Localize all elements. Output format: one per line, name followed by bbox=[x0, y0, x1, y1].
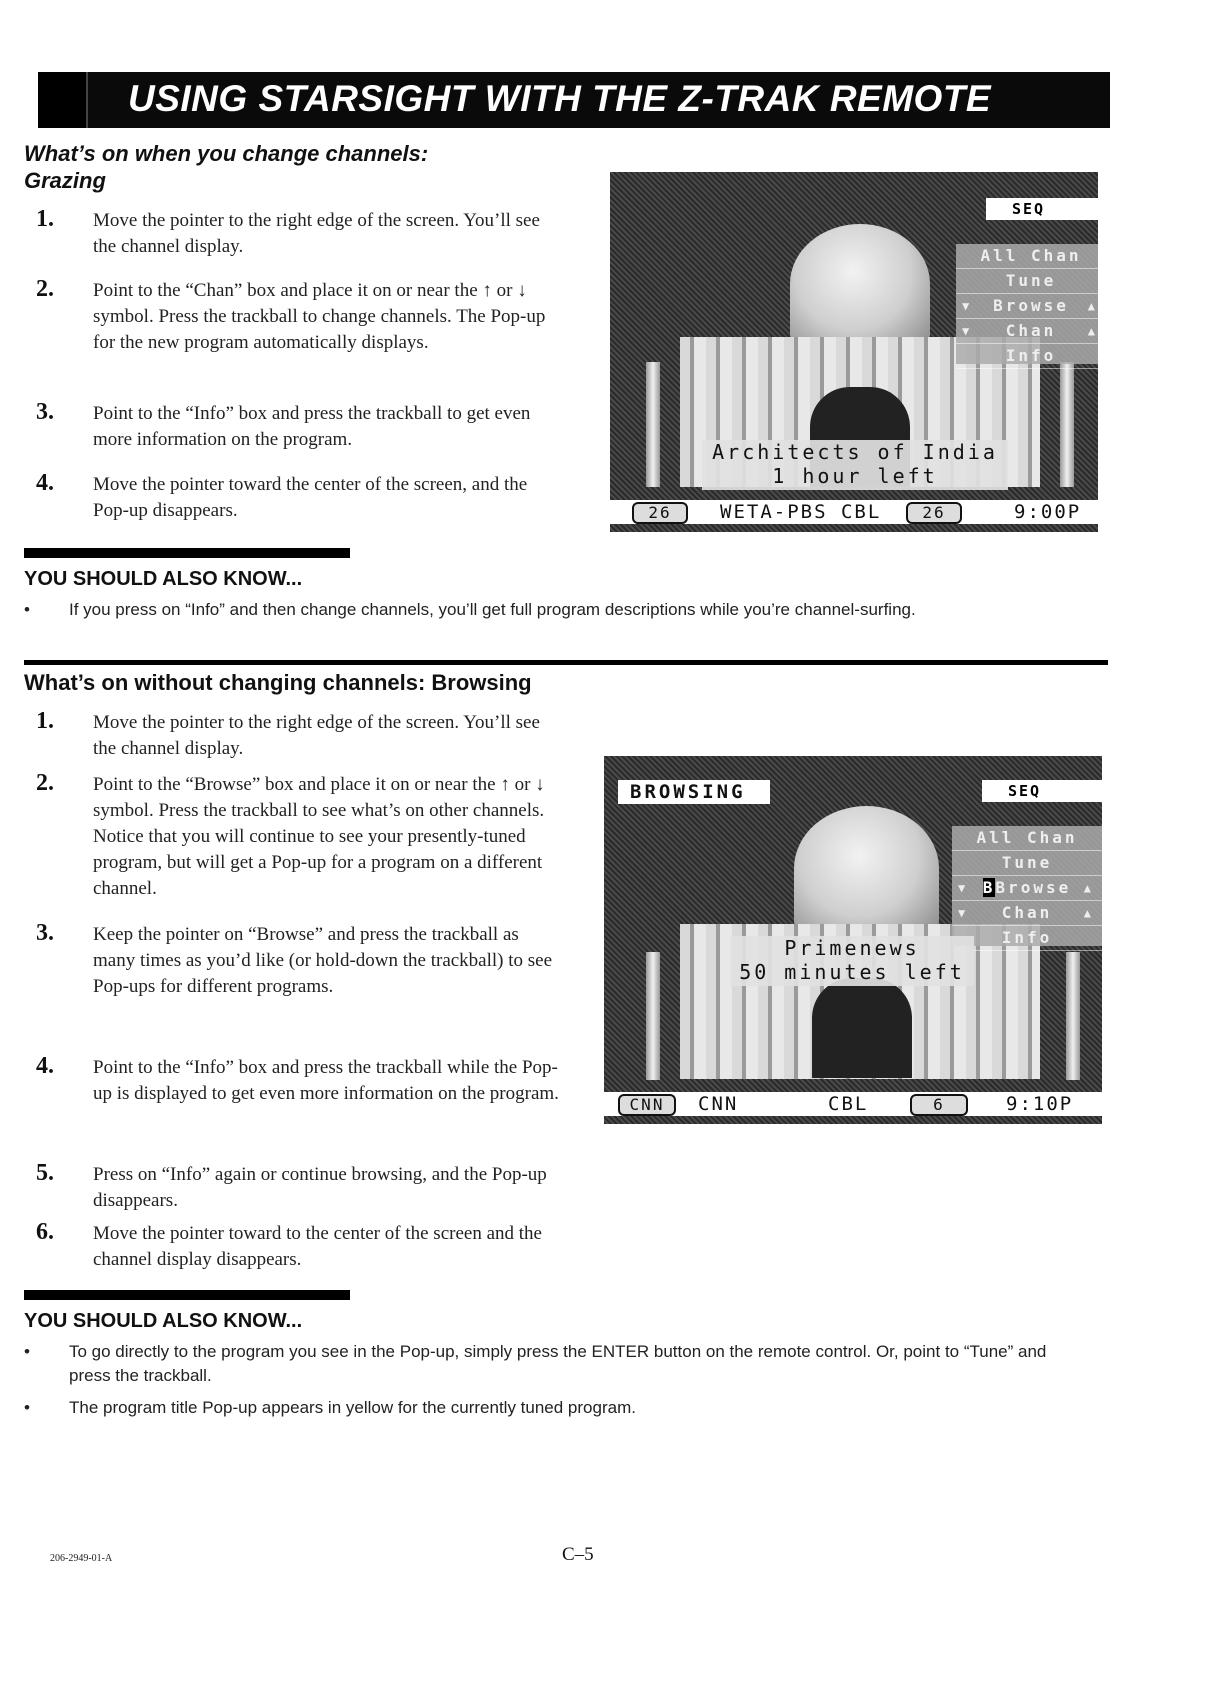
step-text: Keep the pointer on “Browse” and press the trackball as many times as you’d like (or hold-down the trackball) to see Pop-ups for different programs. bbox=[93, 924, 553, 997]
down-arrow-icon[interactable]: ▼ bbox=[958, 906, 969, 920]
taj-arch-image bbox=[812, 978, 912, 1078]
know-title: YOU SHOULD ALSO KNOW... bbox=[24, 1310, 303, 1332]
menu-item-all-chan[interactable]: All Chan bbox=[956, 244, 1098, 269]
step-text: Move the pointer to the right edge of the screen. You’ll see the channel display. bbox=[93, 712, 540, 759]
pointer-cursor: B bbox=[982, 878, 996, 897]
up-arrow-icon[interactable]: ▲ bbox=[1087, 324, 1098, 338]
bullet-icon: • bbox=[24, 1342, 30, 1361]
step-text: Point to the “Browse” box and place it on or near the ↑ or ↓ symbol. Press the trackball to see what’s on other channels. Notice that you will continue to see your presently-tuned program, but will get a Pop-up for a program on a different channel. bbox=[93, 774, 545, 899]
step-number: 3. bbox=[36, 399, 54, 425]
menu-item-browse[interactable]: ▼ Browse ▲ bbox=[956, 294, 1098, 319]
step-number: 1. bbox=[36, 206, 54, 232]
step-number: 3. bbox=[36, 920, 54, 946]
step-number: 4. bbox=[36, 470, 54, 496]
grazing-heading-line2: Grazing bbox=[24, 168, 106, 193]
step-number: 2. bbox=[36, 276, 54, 302]
seq-label: SEQ bbox=[986, 198, 1098, 220]
bullet-icon: • bbox=[24, 600, 30, 619]
know-divider-bar bbox=[24, 548, 350, 558]
minaret-left-image bbox=[646, 952, 660, 1080]
step-number: 5. bbox=[36, 1160, 54, 1186]
step-text: Point to the “Info” box and press the trackball to get even more information on the program. bbox=[93, 403, 531, 450]
grazing-heading-line1: What’s on when you change channels: bbox=[24, 141, 429, 166]
band-label: CBL bbox=[828, 1093, 869, 1115]
station-name: CNN bbox=[698, 1093, 739, 1115]
step-text: Point to the “Chan” box and place it on or near the ↑ or ↓ symbol. Press the trackball to change channels. The Pop-up for the new program automatically displays. bbox=[93, 280, 546, 353]
banner-tab-block bbox=[38, 72, 88, 128]
menu-item-tune[interactable]: Tune bbox=[952, 851, 1102, 876]
up-arrow-icon[interactable]: ▲ bbox=[1083, 881, 1094, 895]
page-title: USING STARSIGHT WITH THE Z-TRAK REMOTE bbox=[128, 78, 992, 119]
channel-menu-panel bbox=[956, 244, 1098, 364]
page-banner bbox=[38, 72, 1110, 128]
channel-callsign-chip: CNN bbox=[618, 1094, 676, 1116]
step-text: Press on “Info” again or continue browsing, and the Pop-up disappears. bbox=[93, 1164, 547, 1211]
channel-number-chip: 26 bbox=[632, 502, 688, 524]
menu-item-info[interactable]: Info bbox=[956, 344, 1098, 369]
browsing-steps bbox=[36, 710, 576, 1270]
channel-number-chip: 6 bbox=[910, 1094, 968, 1116]
minaret-right-image bbox=[1066, 952, 1080, 1080]
bullet-icon: • bbox=[24, 1398, 30, 1417]
channel-status-bar bbox=[610, 500, 1098, 524]
menu-item-chan[interactable]: ▼ Chan ▲ bbox=[956, 319, 1098, 344]
menu-item-info[interactable]: Info bbox=[952, 926, 1102, 951]
browsing-heading: What’s on without changing channels: Browsing bbox=[24, 670, 532, 695]
station-name: WETA-PBS CBL bbox=[720, 501, 882, 523]
know-bullet-1: • To go directly to the program you see in the Pop-up, simply press the ENTER button on the remote control. Or, point to “Tune” and press the trackball. bbox=[24, 1342, 1047, 1385]
taj-dome-image bbox=[790, 224, 930, 344]
step-number: 4. bbox=[36, 1053, 54, 1079]
minaret-left-image bbox=[646, 362, 660, 487]
channel-number-chip-right: 26 bbox=[906, 502, 962, 524]
page-number: C–5 bbox=[562, 1544, 594, 1565]
popup-time-left: 50 minutes left bbox=[739, 960, 965, 984]
know-divider-bar bbox=[24, 1290, 350, 1300]
program-popup bbox=[702, 440, 1008, 490]
menu-item-chan[interactable]: ▼ Chan ▲ bbox=[952, 901, 1102, 926]
popup-program-title: Architects of India bbox=[712, 440, 998, 464]
down-arrow-icon[interactable]: ▼ bbox=[958, 881, 969, 895]
taj-dome-image bbox=[794, 806, 939, 931]
step-text: Move the pointer toward to the center of the screen and the channel display disappears. bbox=[93, 1223, 542, 1270]
seq-label: SEQ bbox=[982, 780, 1102, 802]
program-popup bbox=[730, 936, 974, 986]
step-text: Move the pointer toward the center of the screen, and the Pop-up disappears. bbox=[93, 474, 528, 521]
grazing-heading bbox=[24, 140, 624, 194]
up-arrow-icon[interactable]: ▲ bbox=[1083, 906, 1094, 920]
popup-time-left: 1 hour left bbox=[772, 464, 938, 488]
menu-item-browse-selected[interactable]: ▼ BBrowse ▲ bbox=[952, 876, 1102, 901]
down-arrow-icon[interactable]: ▼ bbox=[962, 299, 973, 313]
channel-menu-panel bbox=[952, 826, 1102, 946]
clock: 9:00P bbox=[1014, 501, 1082, 523]
know-title: YOU SHOULD ALSO KNOW... bbox=[24, 568, 303, 590]
channel-status-bar bbox=[604, 1092, 1102, 1116]
know-bullet-2: • The program title Pop-up appears in yellow for the currently tuned program. bbox=[24, 1396, 1124, 1422]
know-bullet-1: • If you press on “Info” and then change channels, you’ll get full program descriptions while you’re channel-surfing. bbox=[24, 598, 1124, 624]
down-arrow-icon[interactable]: ▼ bbox=[962, 324, 973, 338]
browsing-tv-screen bbox=[604, 756, 1102, 1124]
browsing-label: BROWSING bbox=[618, 780, 770, 804]
menu-item-all-chan[interactable]: All Chan bbox=[952, 826, 1102, 851]
minaret-right-image bbox=[1060, 362, 1074, 487]
popup-program-title: Primenews bbox=[784, 936, 920, 960]
grazing-steps bbox=[36, 208, 576, 528]
section-divider bbox=[24, 660, 1108, 665]
step-text: Move the pointer to the right edge of the screen. You’ll see the channel display. bbox=[93, 210, 540, 257]
step-number: 2. bbox=[36, 770, 54, 796]
grazing-tv-screen bbox=[610, 172, 1098, 532]
menu-item-tune[interactable]: Tune bbox=[956, 269, 1098, 294]
document-code: 206-2949-01-A bbox=[50, 1553, 113, 1564]
clock: 9:10P bbox=[1006, 1093, 1074, 1115]
step-number: 6. bbox=[36, 1219, 54, 1245]
step-number: 1. bbox=[36, 708, 54, 734]
step-text: Point to the “Info” box and press the trackball while the Pop-up is displayed to get even more information on the program. bbox=[93, 1057, 559, 1104]
up-arrow-icon[interactable]: ▲ bbox=[1087, 299, 1098, 313]
